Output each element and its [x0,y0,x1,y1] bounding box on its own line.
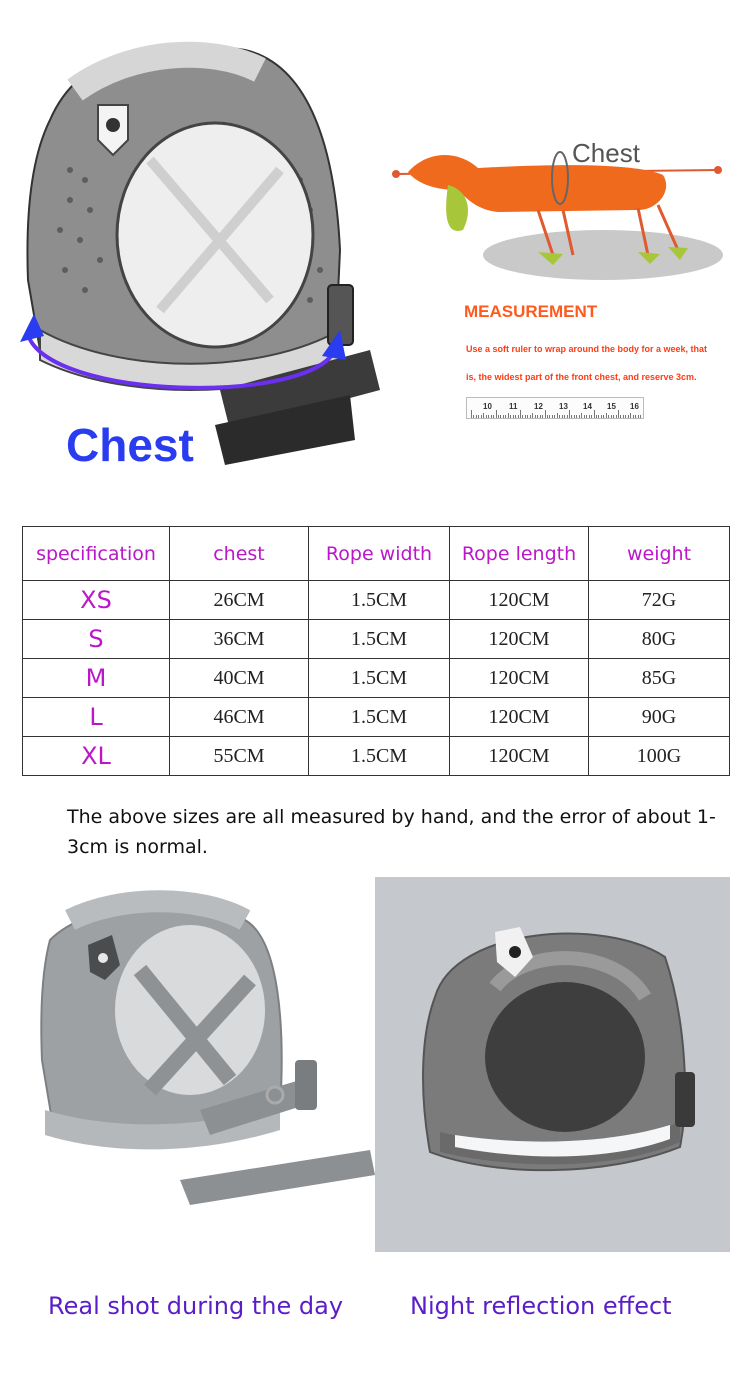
ruler-tick [503,415,504,418]
ruler-tick [623,415,624,418]
ruler-number: 12 [534,402,543,411]
chest-cell: 46CM [170,698,309,737]
table-row [23,620,730,659]
weight-cell: 90G [589,698,730,737]
measurement-instruction-line-2: is, the widest part of the front chest, and reserve 3cm. [466,372,697,382]
ruler-tick [611,415,612,418]
ruler-tick [584,415,585,418]
header-specification: specification [23,527,170,581]
ruler-tick [476,415,477,418]
rope-length-cell: 120CM [450,659,589,698]
ruler-number: 16 [630,402,639,411]
ruler-tick [510,415,511,418]
dog-measurement-diagram [388,130,733,290]
ruler-tick [473,415,474,418]
ruler-tick [638,415,639,418]
ruler-tick [616,415,617,418]
ruler-tick [530,415,531,418]
measurement-instruction-line-1: Use a soft ruler to wrap around the body for a week, that [466,344,708,354]
rope-length-cell: 120CM [450,581,589,620]
header-weight: weight [589,527,730,581]
ruler-tick [535,415,536,418]
ruler-tick [603,415,604,418]
measurement-section [0,0,750,500]
measurement-note: The above sizes are all measured by hand, and the error of about 1-3cm is normal. [67,806,716,858]
weight-cell: 100G [589,737,730,776]
ruler-tick [518,415,519,418]
ruler-tick [522,415,523,418]
ruler-tick [545,410,546,418]
size-cell: S [23,620,170,659]
rope-width-cell: 1.5CM [309,737,450,776]
rope-width-cell: 1.5CM [309,659,450,698]
ruler-tick [601,415,602,418]
rope-width-cell: 1.5CM [309,620,450,659]
ruler-tick [633,415,634,418]
ruler-tick [571,415,572,418]
ruler-tick [537,415,538,418]
ruler-tick [493,415,494,418]
ruler-number: 10 [483,402,492,411]
header-rope-length: Rope length [450,527,589,581]
ruler-tick [608,415,609,418]
ruler-tick [594,410,595,418]
ruler-tick [471,410,472,418]
rope-length-cell: 120CM [450,698,589,737]
ruler-tick [569,410,570,418]
ruler-tick [540,415,541,418]
weight-cell: 72G [589,581,730,620]
day-caption: Real shot during the day [48,1292,344,1320]
ruler-tick [520,410,521,418]
table-header-row [23,527,730,581]
measurement-title: MEASUREMENT [464,302,598,321]
ruler-tick [488,415,489,418]
ruler-tick [505,415,506,418]
harness-sketch-image [10,30,390,470]
ruler-tick [552,415,553,418]
ruler-tick [567,415,568,418]
ruler-tick [496,410,497,418]
header-chest: chest [170,527,309,581]
ruler-tick [562,415,563,418]
ruler-number: 14 [583,402,592,411]
ruler-tick [635,415,636,418]
chest-cell: 40CM [170,659,309,698]
ruler-tick [630,413,631,418]
ruler-tick [532,413,533,418]
ruler-tick [527,415,528,418]
ruler-tick [513,415,514,418]
night-harness-photo [375,877,730,1252]
table-row [23,581,730,620]
ruler-tick [628,415,629,418]
ruler-tick [486,415,487,418]
ruler-tick [525,415,526,418]
ruler-tick [542,415,543,418]
ruler-tick [579,415,580,418]
ruler-number: 11 [509,402,518,411]
ruler-tick [478,415,479,418]
ruler-tick [598,415,599,418]
header-rope-width: Rope width [309,527,450,581]
ruler-tick [640,415,641,418]
ruler-tick [491,415,492,418]
ruler-number: 15 [607,402,616,411]
size-spec-table [22,526,730,776]
ruler-tick [547,415,548,418]
ruler-tick [576,415,577,418]
table-row [23,737,730,776]
ruler-number: 13 [559,402,568,411]
chest-cell: 36CM [170,620,309,659]
chest-cell: 55CM [170,737,309,776]
ruler-tick [483,413,484,418]
ruler-image [466,397,644,419]
ruler-tick [586,415,587,418]
ruler-tick [557,413,558,418]
table-row [23,659,730,698]
ruler-tick [500,415,501,418]
chest-label-small: Chest [572,138,640,168]
ruler-tick [581,413,582,418]
rope-length-cell: 120CM [450,737,589,776]
ruler-tick [498,415,499,418]
size-cell: XL [23,737,170,776]
ruler-tick [549,415,550,418]
size-cell: M [23,659,170,698]
ruler-tick [606,413,607,418]
ruler-tick [589,415,590,418]
ruler-tick [559,415,560,418]
ruler-tick [508,413,509,418]
table-row [23,698,730,737]
day-harness-photo [30,880,375,1250]
ruler-tick [574,415,575,418]
chest-cell: 26CM [170,581,309,620]
ruler-tick [481,415,482,418]
rope-width-cell: 1.5CM [309,581,450,620]
weight-cell: 85G [589,659,730,698]
ruler-tick [591,415,592,418]
ruler-tick [554,415,555,418]
ruler-tick [564,415,565,418]
ruler-tick [596,415,597,418]
night-caption: Night reflection effect [410,1292,672,1320]
size-cell: XS [23,581,170,620]
size-cell: L [23,698,170,737]
weight-cell: 80G [589,620,730,659]
ruler-tick [613,415,614,418]
ruler-tick [625,415,626,418]
ruler-tick [618,410,619,418]
rope-width-cell: 1.5CM [309,698,450,737]
ruler-tick [620,415,621,418]
ruler-tick [515,415,516,418]
rope-length-cell: 120CM [450,620,589,659]
chest-label-large: Chest [66,419,194,471]
